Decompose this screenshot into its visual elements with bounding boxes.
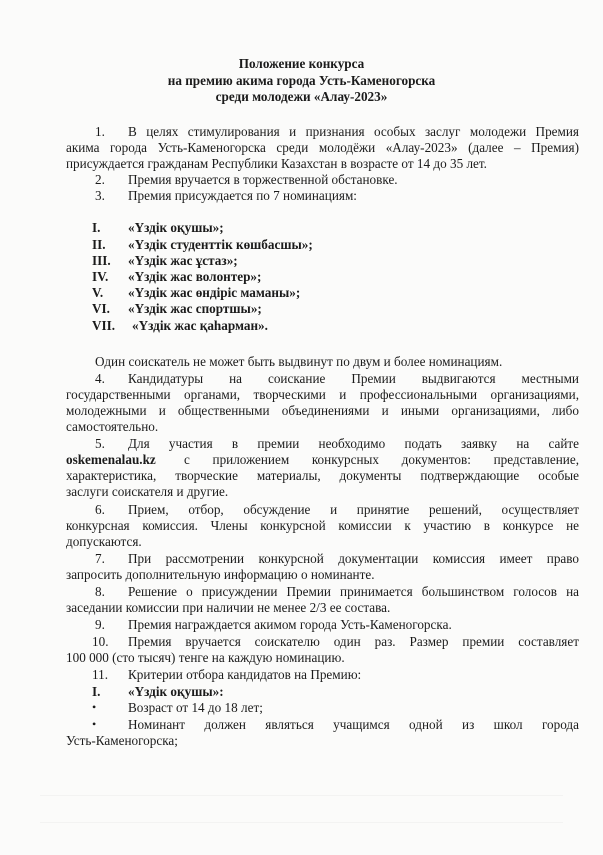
paragraph-6-line-1: Прием, отбор, обсуждение и принятие решений, осуществляет <box>128 502 579 517</box>
paragraph-10-number: 10. <box>92 634 109 649</box>
paragraph-7-line-1: При рассмотрении конкурсной документации комиссия имеет право <box>128 551 579 566</box>
paragraph-3-text: Премия присуждается по 7 номинациям: <box>128 188 357 203</box>
site-link[interactable]: oskemenalau.kz <box>66 452 156 467</box>
paragraph-4-line-2: государственными органами, творческими и профессиональными организациями, <box>66 387 579 402</box>
paragraph-1-line-1: В целях стимулирования и признания особых заслуг молодежи Премия <box>128 124 579 139</box>
paragraph-6-line-3: допускаются. <box>66 534 142 549</box>
nomination-2-name: «Үздік студенттік көшбасшы»; <box>128 237 313 252</box>
criteria-school-line-2: Усть-Каменогорска; <box>66 733 178 748</box>
paragraph-3-number: 3. <box>95 188 105 203</box>
paragraph-10-line-1: Премия вручается соискателю один раз. Размер премии составляет <box>128 634 579 649</box>
paragraph-5-line-4: заслуги соискателя и другие. <box>66 484 229 499</box>
paragraph-4-number: 4. <box>95 371 105 386</box>
paragraph-4-line-4: самостоятельно. <box>66 419 159 434</box>
paragraph-8-line-2: заседании комиссии при наличии не менее 2/3 ее состава. <box>66 600 391 615</box>
nomination-1-name: «Үздік оқушы»; <box>128 220 224 235</box>
single-nomination-rule: Один соискатель не может быть выдвинут по двум и более номинациям. <box>95 354 503 369</box>
nomination-1-numeral: I. <box>92 220 101 235</box>
scan-artifact-line <box>40 822 563 823</box>
nomination-4-numeral: IV. <box>92 269 109 284</box>
paragraph-5-number: 5. <box>95 436 105 451</box>
criteria-school-line-1: Номинант должен являться учащимся одной из школ города <box>128 717 579 732</box>
paragraph-8-line-1: Решение о присуждении Премии принимается большинством голосов на <box>128 584 579 599</box>
paragraph-7-line-2: запросить дополнительную информацию о номинанте. <box>66 567 375 582</box>
paragraph-7-number: 7. <box>95 551 105 566</box>
criteria-heading: «Үздік оқушы»: <box>128 684 224 699</box>
bullet-1-icon: • <box>92 700 97 714</box>
paragraph-10-line-2: 100 000 (сто тысяч) тенге на каждую номинацию. <box>66 650 345 665</box>
paragraph-1-line-2: акима города Усть-Каменогорска среди молодёжи «Алау-2023» (далее – Премия) <box>66 140 579 155</box>
paragraph-9-number: 9. <box>95 617 105 632</box>
scan-artifact-line <box>40 795 563 796</box>
document-title-line-1: Положение конкурса <box>238 56 365 71</box>
paragraph-2-text: Премия вручается в торжественной обстановке. <box>128 172 398 187</box>
bullet-2-icon: • <box>92 717 97 731</box>
nomination-2-numeral: II. <box>92 237 106 252</box>
nomination-3-name: «Үздік жас ұстаз»; <box>128 253 238 268</box>
paragraph-5-line-1: Для участия в премии необходимо подать заявку на сайте <box>128 436 579 451</box>
nomination-3-numeral: III. <box>92 253 111 268</box>
paragraph-9-text: Премия награждается акимом города Усть-Каменогорска. <box>128 617 452 632</box>
paragraph-4-line-3: молодежными и общественными объединениями и иными организациями, либо <box>66 403 579 418</box>
nomination-6-numeral: VI. <box>92 301 110 316</box>
paragraph-5-line-2: с приложением конкурсных документов: представление, <box>184 452 579 467</box>
nomination-7-numeral: VII. <box>92 318 116 333</box>
criteria-numeral: I. <box>92 684 101 699</box>
paragraph-5-line-3: характеристика, творческие материалы, документы подтверждающие особые <box>66 468 579 483</box>
paragraph-1-line-3: присуждается гражданам Республики Казахстан в возрасте от 14 до 35 лет. <box>66 156 487 171</box>
paragraph-4-line-1: Кандидатуры на соискание Премии выдвигаются местными <box>128 371 579 386</box>
criteria-age: Возраст от 14 до 18 лет; <box>128 700 263 715</box>
paragraph-11-number: 11. <box>92 667 108 682</box>
nomination-7-name: «Үздік жас қаһарман». <box>132 318 268 333</box>
nomination-5-name: «Үздік жас өндіріс маманы»; <box>128 285 301 300</box>
document-title-line-3: среди молодежи «Алау-2023» <box>215 89 388 104</box>
paragraph-2-number: 2. <box>95 172 105 187</box>
paragraph-8-number: 8. <box>95 584 105 599</box>
paragraph-6-number: 6. <box>95 502 105 517</box>
nomination-6-name: «Үздік жас спортшы»; <box>128 301 262 316</box>
paragraph-1-number: 1. <box>95 124 105 139</box>
document-title-line-2: на премию акима города Усть-Каменогорска <box>167 73 436 88</box>
paragraph-11-text: Критерии отбора кандидатов на Премию: <box>128 667 362 682</box>
nomination-5-numeral: V. <box>92 285 104 300</box>
nomination-4-name: «Үздік жас волонтер»; <box>128 269 262 284</box>
paragraph-6-line-2: конкурсная комиссия. Члены конкурсной комиссии к участию в конкурсе не <box>66 518 579 533</box>
